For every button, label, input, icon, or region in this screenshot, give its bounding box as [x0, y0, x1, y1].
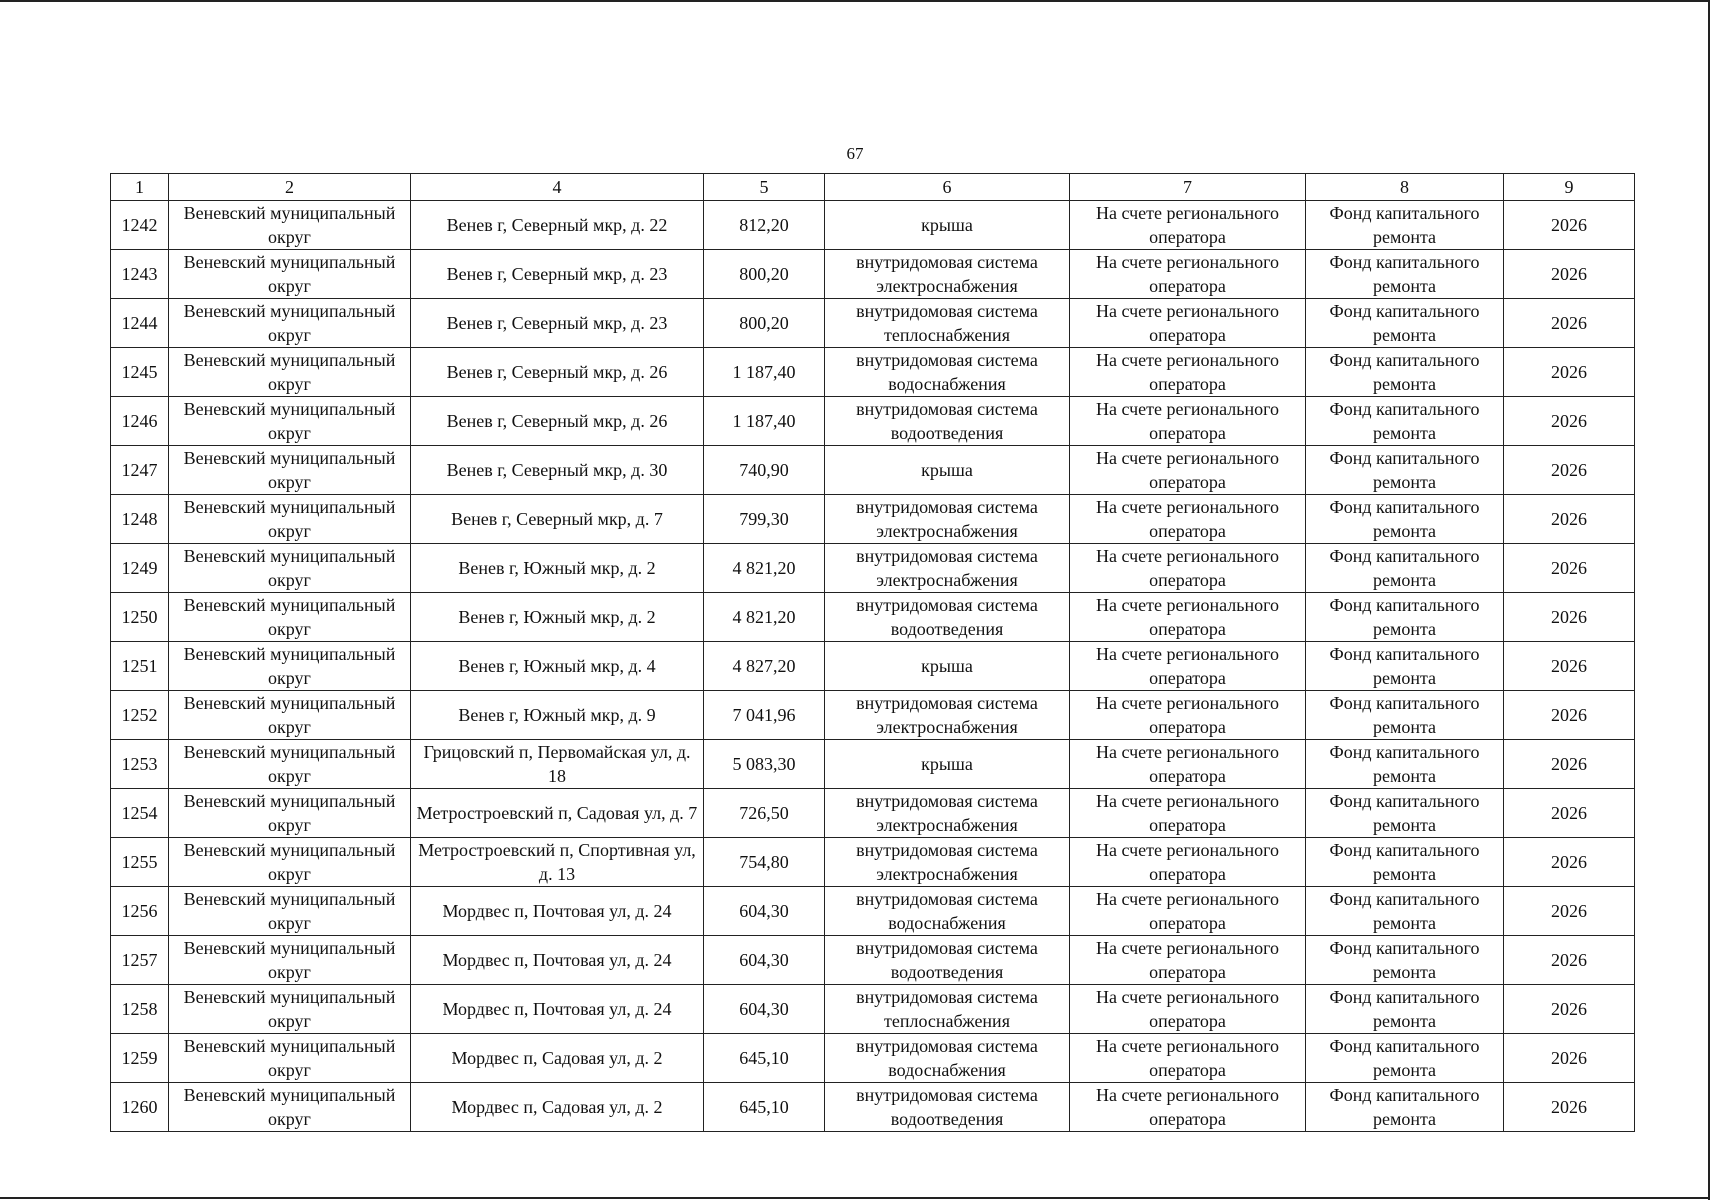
address-cell: Метростроевский п, Садовая ул, д. 7: [411, 789, 704, 838]
district-cell: Веневский муниципальный округ: [169, 495, 411, 544]
table-row: [111, 1083, 1635, 1132]
column-header: 5: [704, 174, 825, 201]
year-cell: 2026: [1504, 887, 1635, 936]
district-cell: Веневский муниципальный округ: [169, 1083, 411, 1132]
table-row: [111, 838, 1635, 887]
fund-cell: Фонд капитального ремонта: [1306, 936, 1504, 985]
address-cell: Венев г, Южный мкр, д. 4: [411, 642, 704, 691]
fund-cell: Фонд капитального ремонта: [1306, 642, 1504, 691]
district-cell: Веневский муниципальный округ: [169, 446, 411, 495]
district-cell: Веневский муниципальный округ: [169, 1034, 411, 1083]
address-cell: Метростроевский п, Спортивная ул, д. 13: [411, 838, 704, 887]
district-cell: Веневский муниципальный округ: [169, 887, 411, 936]
account-cell: На счете регионального оператора: [1070, 446, 1306, 495]
work-type-cell: внутридомовая система водоснабжения: [825, 1034, 1070, 1083]
fund-cell: Фонд капитального ремонта: [1306, 495, 1504, 544]
column-header: 7: [1070, 174, 1306, 201]
row-number-cell: 1253: [111, 740, 169, 789]
district-cell: Веневский муниципальный округ: [169, 985, 411, 1034]
page-top-edge: [0, 0, 1710, 2]
account-cell: На счете регионального оператора: [1070, 544, 1306, 593]
fund-cell: Фонд капитального ремонта: [1306, 985, 1504, 1034]
year-cell: 2026: [1504, 985, 1635, 1034]
table-body: [111, 174, 1635, 1132]
row-number-cell: 1251: [111, 642, 169, 691]
fund-cell: Фонд капитального ремонта: [1306, 348, 1504, 397]
account-cell: На счете регионального оператора: [1070, 740, 1306, 789]
district-cell: Веневский муниципальный округ: [169, 201, 411, 250]
row-number-cell: 1259: [111, 1034, 169, 1083]
year-cell: 2026: [1504, 348, 1635, 397]
column-header: 4: [411, 174, 704, 201]
table-row: [111, 446, 1635, 495]
address-cell: Мордвес п, Садовая ул, д. 2: [411, 1034, 704, 1083]
account-cell: На счете регионального оператора: [1070, 299, 1306, 348]
fund-cell: Фонд капитального ремонта: [1306, 397, 1504, 446]
work-type-cell: внутридомовая система электроснабжения: [825, 250, 1070, 299]
account-cell: На счете регионального оператора: [1070, 691, 1306, 740]
year-cell: 2026: [1504, 1083, 1635, 1132]
table-row: [111, 642, 1635, 691]
year-cell: 2026: [1504, 299, 1635, 348]
fund-cell: Фонд капитального ремонта: [1306, 887, 1504, 936]
address-cell: Грицовский п, Первомайская ул, д. 18: [411, 740, 704, 789]
year-cell: 2026: [1504, 544, 1635, 593]
area-cell: 604,30: [704, 887, 825, 936]
district-cell: Веневский муниципальный округ: [169, 299, 411, 348]
address-cell: Мордвес п, Почтовая ул, д. 24: [411, 936, 704, 985]
year-cell: 2026: [1504, 838, 1635, 887]
work-type-cell: внутридомовая система теплоснабжения: [825, 985, 1070, 1034]
account-cell: На счете регионального оператора: [1070, 1083, 1306, 1132]
year-cell: 2026: [1504, 642, 1635, 691]
fund-cell: Фонд капитального ремонта: [1306, 838, 1504, 887]
account-cell: На счете регионального оператора: [1070, 201, 1306, 250]
table-row: [111, 1034, 1635, 1083]
work-type-cell: внутридомовая система водоотведения: [825, 936, 1070, 985]
page-number: 67: [846, 144, 864, 163]
row-number-cell: 1254: [111, 789, 169, 838]
district-cell: Веневский муниципальный округ: [169, 642, 411, 691]
account-cell: На счете регионального оператора: [1070, 250, 1306, 299]
row-number-cell: 1260: [111, 1083, 169, 1132]
work-type-cell: крыша: [825, 740, 1070, 789]
area-cell: 740,90: [704, 446, 825, 495]
district-cell: Веневский муниципальный округ: [169, 936, 411, 985]
address-cell: Венев г, Северный мкр, д. 7: [411, 495, 704, 544]
table-header-row: [111, 174, 1635, 201]
table-row: [111, 250, 1635, 299]
fund-cell: Фонд капитального ремонта: [1306, 544, 1504, 593]
table-row: [111, 985, 1635, 1034]
column-header: 6: [825, 174, 1070, 201]
area-cell: 726,50: [704, 789, 825, 838]
fund-cell: Фонд капитального ремонта: [1306, 789, 1504, 838]
row-number-cell: 1257: [111, 936, 169, 985]
account-cell: На счете регионального оператора: [1070, 838, 1306, 887]
district-cell: Веневский муниципальный округ: [169, 740, 411, 789]
area-cell: 754,80: [704, 838, 825, 887]
address-cell: Венев г, Южный мкр, д. 2: [411, 593, 704, 642]
work-type-cell: внутридомовая система электроснабжения: [825, 495, 1070, 544]
district-cell: Веневский муниципальный округ: [169, 691, 411, 740]
work-type-cell: крыша: [825, 446, 1070, 495]
area-cell: 1 187,40: [704, 397, 825, 446]
address-cell: Венев г, Южный мкр, д. 9: [411, 691, 704, 740]
area-cell: 645,10: [704, 1083, 825, 1132]
area-cell: 604,30: [704, 985, 825, 1034]
area-cell: 645,10: [704, 1034, 825, 1083]
table-row: [111, 691, 1635, 740]
address-cell: Мордвес п, Почтовая ул, д. 24: [411, 985, 704, 1034]
fund-cell: Фонд капитального ремонта: [1306, 1034, 1504, 1083]
row-number-cell: 1249: [111, 544, 169, 593]
work-type-cell: крыша: [825, 201, 1070, 250]
fund-cell: Фонд капитального ремонта: [1306, 691, 1504, 740]
district-cell: Веневский муниципальный округ: [169, 789, 411, 838]
account-cell: На счете регионального оператора: [1070, 397, 1306, 446]
column-header: 1: [111, 174, 169, 201]
work-type-cell: внутридомовая система электроснабжения: [825, 789, 1070, 838]
work-type-cell: внутридомовая система электроснабжения: [825, 544, 1070, 593]
work-type-cell: внутридомовая система водоотведения: [825, 397, 1070, 446]
row-number-cell: 1258: [111, 985, 169, 1034]
work-type-cell: внутридомовая система электроснабжения: [825, 838, 1070, 887]
table-row: [111, 299, 1635, 348]
account-cell: На счете регионального оператора: [1070, 348, 1306, 397]
account-cell: На счете регионального оператора: [1070, 789, 1306, 838]
address-cell: Венев г, Северный мкр, д. 22: [411, 201, 704, 250]
year-cell: 2026: [1504, 250, 1635, 299]
row-number-cell: 1256: [111, 887, 169, 936]
row-number-cell: 1246: [111, 397, 169, 446]
account-cell: На счете регионального оператора: [1070, 936, 1306, 985]
register-table: [110, 173, 1635, 1132]
district-cell: Веневский муниципальный округ: [169, 348, 411, 397]
fund-cell: Фонд капитального ремонта: [1306, 299, 1504, 348]
account-cell: На счете регионального оператора: [1070, 642, 1306, 691]
year-cell: 2026: [1504, 1034, 1635, 1083]
table-row: [111, 544, 1635, 593]
address-cell: Венев г, Северный мкр, д. 26: [411, 348, 704, 397]
address-cell: Венев г, Северный мкр, д. 23: [411, 250, 704, 299]
work-type-cell: внутридомовая система электроснабжения: [825, 691, 1070, 740]
table-row: [111, 740, 1635, 789]
work-type-cell: внутридомовая система водоотведения: [825, 1083, 1070, 1132]
area-cell: 5 083,30: [704, 740, 825, 789]
year-cell: 2026: [1504, 691, 1635, 740]
table-row: [111, 789, 1635, 838]
area-cell: 800,20: [704, 250, 825, 299]
table-row: [111, 887, 1635, 936]
area-cell: 7 041,96: [704, 691, 825, 740]
table-row: [111, 936, 1635, 985]
row-number-cell: 1248: [111, 495, 169, 544]
row-number-cell: 1244: [111, 299, 169, 348]
work-type-cell: внутридомовая система водоснабжения: [825, 887, 1070, 936]
area-cell: 812,20: [704, 201, 825, 250]
column-header: 2: [169, 174, 411, 201]
row-number-cell: 1255: [111, 838, 169, 887]
fund-cell: Фонд капитального ремонта: [1306, 201, 1504, 250]
area-cell: 800,20: [704, 299, 825, 348]
address-cell: Венев г, Северный мкр, д. 30: [411, 446, 704, 495]
address-cell: Мордвес п, Почтовая ул, д. 24: [411, 887, 704, 936]
row-number-cell: 1242: [111, 201, 169, 250]
area-cell: 604,30: [704, 936, 825, 985]
table-row: [111, 201, 1635, 250]
area-cell: 4 821,20: [704, 544, 825, 593]
address-cell: Венев г, Южный мкр, д. 2: [411, 544, 704, 593]
row-number-cell: 1243: [111, 250, 169, 299]
district-cell: Веневский муниципальный округ: [169, 838, 411, 887]
account-cell: На счете регионального оператора: [1070, 593, 1306, 642]
district-cell: Веневский муниципальный округ: [169, 593, 411, 642]
year-cell: 2026: [1504, 397, 1635, 446]
work-type-cell: крыша: [825, 642, 1070, 691]
year-cell: 2026: [1504, 593, 1635, 642]
account-cell: На счете регионального оператора: [1070, 1034, 1306, 1083]
fund-cell: Фонд капитального ремонта: [1306, 740, 1504, 789]
table-row: [111, 397, 1635, 446]
year-cell: 2026: [1504, 740, 1635, 789]
column-header: 8: [1306, 174, 1504, 201]
table-row: [111, 593, 1635, 642]
area-cell: 799,30: [704, 495, 825, 544]
address-cell: Мордвес п, Садовая ул, д. 2: [411, 1083, 704, 1132]
fund-cell: Фонд капитального ремонта: [1306, 1083, 1504, 1132]
year-cell: 2026: [1504, 446, 1635, 495]
work-type-cell: внутридомовая система теплоснабжения: [825, 299, 1070, 348]
column-header: 9: [1504, 174, 1635, 201]
district-cell: Веневский муниципальный округ: [169, 544, 411, 593]
address-cell: Венев г, Северный мкр, д. 23: [411, 299, 704, 348]
work-type-cell: внутридомовая система водоотведения: [825, 593, 1070, 642]
row-number-cell: 1250: [111, 593, 169, 642]
work-type-cell: внутридомовая система водоснабжения: [825, 348, 1070, 397]
fund-cell: Фонд капитального ремонта: [1306, 250, 1504, 299]
year-cell: 2026: [1504, 495, 1635, 544]
area-cell: 4 827,20: [704, 642, 825, 691]
year-cell: 2026: [1504, 936, 1635, 985]
table-row: [111, 495, 1635, 544]
district-cell: Веневский муниципальный округ: [169, 250, 411, 299]
area-cell: 4 821,20: [704, 593, 825, 642]
fund-cell: Фонд капитального ремонта: [1306, 446, 1504, 495]
row-number-cell: 1252: [111, 691, 169, 740]
year-cell: 2026: [1504, 201, 1635, 250]
account-cell: На счете регионального оператора: [1070, 495, 1306, 544]
fund-cell: Фонд капитального ремонта: [1306, 593, 1504, 642]
row-number-cell: 1247: [111, 446, 169, 495]
page-bottom-edge: [0, 1197, 1710, 1199]
address-cell: Венев г, Северный мкр, д. 26: [411, 397, 704, 446]
district-cell: Веневский муниципальный округ: [169, 397, 411, 446]
area-cell: 1 187,40: [704, 348, 825, 397]
account-cell: На счете регионального оператора: [1070, 985, 1306, 1034]
account-cell: На счете регионального оператора: [1070, 887, 1306, 936]
table-row: [111, 348, 1635, 397]
row-number-cell: 1245: [111, 348, 169, 397]
year-cell: 2026: [1504, 789, 1635, 838]
